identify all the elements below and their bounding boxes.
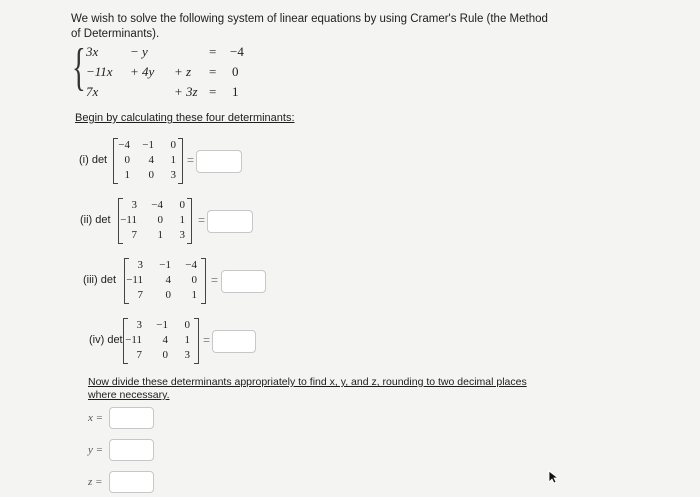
- matrix-cell: −1: [156, 319, 168, 331]
- matrix-cell: 1: [191, 289, 197, 301]
- eq3-rhs: 1: [232, 84, 239, 99]
- matrix-cell: 0: [157, 214, 163, 226]
- eq2-equals: =: [209, 64, 217, 79]
- matrix-cell: 0: [165, 289, 171, 301]
- determinant-4: [89, 318, 289, 366]
- eq3-z-term: + 3z: [174, 84, 198, 99]
- y-answer-input[interactable]: [109, 439, 154, 461]
- matrix-cell: 3: [131, 199, 137, 211]
- matrix-cell: 3: [136, 319, 142, 331]
- z-answer-input[interactable]: [109, 471, 154, 493]
- matrix-cell: 4: [165, 274, 171, 286]
- matrix-cell: 0: [191, 274, 197, 286]
- det-2-answer-input[interactable]: [207, 210, 253, 233]
- matrix-cell: 0: [162, 349, 168, 361]
- begin-instruction: Begin by calculating these four determinants:: [75, 112, 295, 124]
- eq2-rhs: 0: [232, 64, 239, 79]
- matrix-cell: 7: [137, 289, 143, 301]
- mouse-pointer-icon: [548, 470, 560, 489]
- eq2-x-term: −11x: [86, 64, 113, 79]
- matrix-cell: 0: [184, 319, 190, 331]
- x-answer-row: [88, 407, 158, 429]
- x-label: x =: [88, 412, 104, 424]
- divide-instruction: Now divide these determinants appropriately to find x, y, and z, rounding to two decimal places where necessary.: [88, 376, 527, 401]
- determinant-2: [80, 198, 280, 246]
- matrix-cell: 3: [179, 229, 185, 241]
- equals-sign: =: [211, 273, 219, 287]
- y-answer-row: [88, 439, 158, 461]
- det-1-answer-input[interactable]: [196, 150, 242, 173]
- matrix-cell: 7: [131, 229, 137, 241]
- equals-sign: =: [203, 333, 211, 347]
- matrix: [113, 138, 183, 184]
- matrix-cell: 1: [124, 169, 130, 181]
- matrix-cell: 0: [148, 169, 154, 181]
- matrix-cell: −1: [142, 139, 154, 151]
- det-4-answer-input[interactable]: [212, 330, 256, 353]
- matrix-cell: 0: [179, 199, 185, 211]
- det-label: (iv) det: [89, 334, 123, 346]
- equals-sign: =: [198, 213, 206, 227]
- matrix-cell: 3: [184, 349, 190, 361]
- matrix-cell: 0: [170, 139, 176, 151]
- eq3-x-term: 7x: [86, 84, 99, 99]
- eq1-rhs: −4: [230, 44, 244, 59]
- eq1-x-term: 3x: [86, 44, 99, 59]
- z-label: z =: [88, 476, 103, 488]
- matrix-cell: 3: [137, 259, 143, 271]
- eq3-equals: =: [209, 84, 217, 99]
- x-answer-input[interactable]: [109, 407, 154, 429]
- matrix-cell: −4: [151, 199, 163, 211]
- matrix-cell: −1: [159, 259, 171, 271]
- determinant-1: [79, 138, 249, 186]
- matrix-cell: −4: [185, 259, 197, 271]
- det-3-answer-input[interactable]: [221, 270, 266, 293]
- det-label: (i) det: [79, 154, 108, 166]
- equals-sign: =: [187, 153, 195, 167]
- matrix-cell: −11: [120, 214, 137, 226]
- left-brace: {: [72, 39, 86, 96]
- determinant-3: [83, 258, 283, 306]
- matrix: [118, 198, 192, 244]
- problem-intro: We wish to solve the following system of linear equations by using Cramer's Rule (the Method of Determinants).: [71, 13, 548, 40]
- matrix-cell: 1: [170, 154, 176, 166]
- eq2-y-term: + 4y: [130, 64, 155, 79]
- y-label: y =: [88, 444, 104, 456]
- matrix-cell: −4: [118, 139, 130, 151]
- matrix: [124, 258, 206, 304]
- det-label: (iii) det: [83, 274, 117, 286]
- matrix-cell: 1: [157, 229, 163, 241]
- eq2-z-term: + z: [174, 64, 192, 79]
- equation-system: [72, 39, 272, 102]
- matrix-cell: 3: [170, 169, 176, 181]
- matrix-cell: 0: [124, 154, 130, 166]
- matrix-cell: 1: [179, 214, 185, 226]
- matrix-cell: 7: [136, 349, 142, 361]
- matrix-cell: 4: [162, 334, 168, 346]
- matrix-cell: 4: [148, 154, 154, 166]
- eq1-equals: =: [209, 44, 217, 59]
- eq1-y-term: − y: [130, 44, 148, 59]
- matrix-cell: 1: [184, 334, 190, 346]
- matrix: [123, 318, 199, 364]
- matrix-cell: −11: [125, 334, 142, 346]
- det-label: (ii) det: [80, 214, 111, 226]
- z-answer-row: [88, 471, 158, 493]
- matrix-cell: −11: [126, 274, 143, 286]
